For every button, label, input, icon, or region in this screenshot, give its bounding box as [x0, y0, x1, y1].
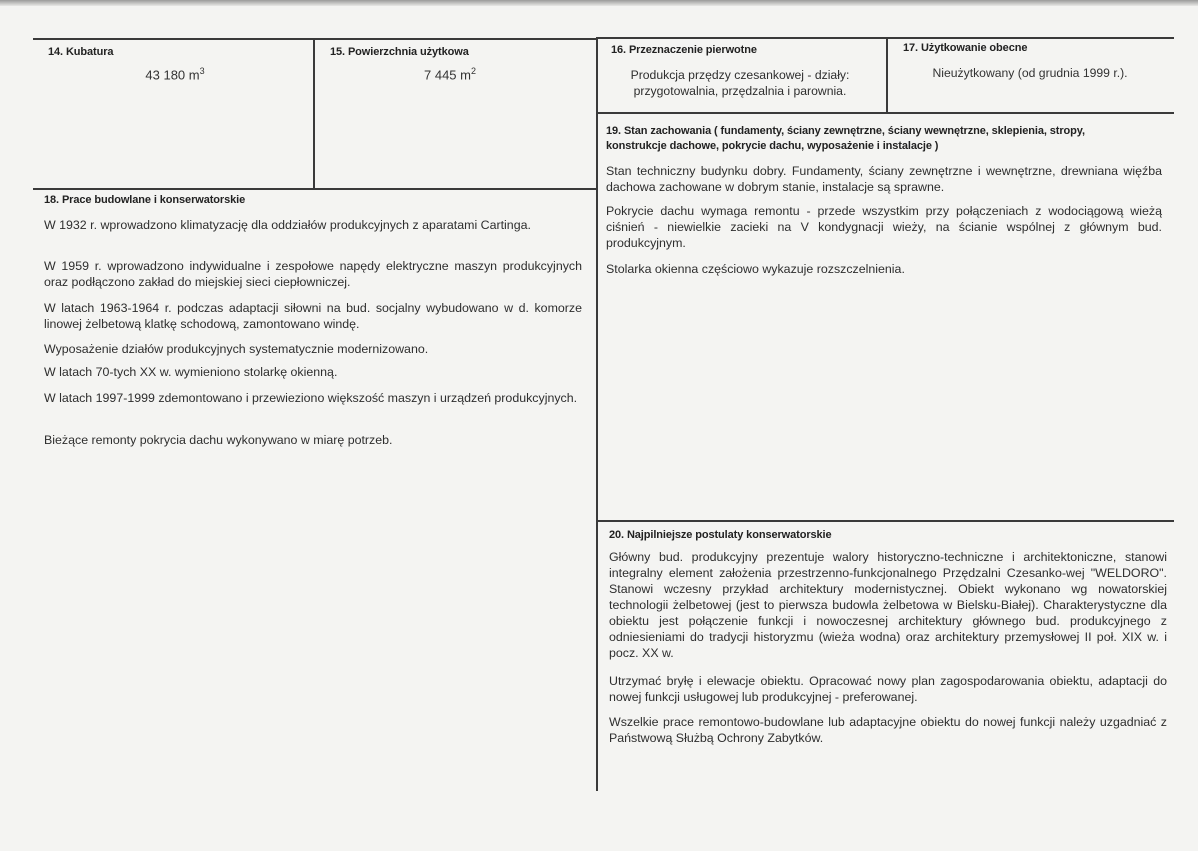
field-19-paragraph-2: Pokrycie dachu wymaga remontu - przede wszystkim przy połączeniach z wodociągową wieżą ciśnień - niewielkie zacieki na V kondygnacji wieży, na ścianie wspólnej z głównym bud. produkcyjnym.: [606, 204, 1162, 250]
field-17-label: 17. Użytkowanie obecne: [903, 42, 1028, 54]
field-20-paragraph-3: Wszelkie prace remontowo-budowlane lub adaptacyjne obiektu do nowej funkcji należy uzgadniać z Państwową Służbą Ochrony Zabytków.: [609, 715, 1167, 745]
field-19-label: 19. Stan zachowania ( fundamenty, ściany zewnętrzne, ściany wewnętrzne, sklepienia, stropy, konstrukcje dachowe, pokrycie dachu, wyposażenie i instalacje ): [606, 125, 1085, 152]
field-16-label: 16. Przeznaczenie pierwotne: [611, 44, 757, 56]
field-20-label: 20. Najpilniejsze postulaty konserwatorskie: [609, 529, 832, 541]
scan-top-edge: [0, 0, 1198, 6]
field-14-label: 14. Kubatura: [48, 46, 114, 58]
grid-line-v-16-17: [886, 37, 888, 112]
field-15-label: 15. Powierzchnia użytkowa: [330, 46, 469, 58]
field-18-paragraph-6: W latach 1997-1999 zdemontowano i przewieziono większość maszyn i urządzeń produkcyjnych.: [44, 391, 578, 405]
grid-line-h-above-18: [33, 188, 596, 190]
field-14-number: 43 180 m: [145, 67, 200, 83]
grid-line-v-center: [596, 37, 598, 791]
field-20-paragraph-2: Utrzymać bryłę i elewacje obiektu. Opracować nowy plan zagospodarowania obiektu, adaptacji do nowej funkcji usługowej lub produkcyjnej - preferowanej.: [609, 674, 1167, 704]
field-18-paragraph-4: Wyposażenie działów produkcyjnych systematycznie modernizowano.: [44, 342, 429, 356]
grid-line-top-right: [596, 37, 1174, 39]
field-15-number: 7 445 m: [424, 67, 471, 83]
field-18-paragraph-2: W 1959 r. wprowadzono indywidualne i zespołowe napędy elektryczne maszyn produkcyjnych oraz podłączono zakład do miejskiej sieci ciepłowniczej.: [44, 259, 582, 289]
grid-line-top-left: [33, 38, 596, 40]
grid-line-v-14-15: [313, 38, 315, 188]
field-15-value: [400, 66, 500, 82]
grid-line-h-above-19: [596, 112, 1174, 114]
field-14-unit-exponent: 3: [199, 66, 205, 76]
field-19-paragraph-3: Stolarka okienna częściowo wykazuje rozszczelnienia.: [606, 262, 905, 276]
field-18-label: 18. Prace budowlane i konserwatorskie: [44, 194, 246, 206]
field-15-unit-exponent: 2: [470, 66, 476, 76]
field-17-value: Nieużytkowany (od grudnia 1999 r.).: [932, 66, 1128, 80]
field-19-paragraph-1: Stan techniczny budynku dobry. Fundamenty, ściany zewnętrzne i wewnętrzne, drewniana więźba dachowa zachowane w dobrym stanie, instalacje są sprawne.: [606, 164, 1162, 194]
field-18-paragraph-5: W latach 70-tych XX w. wymieniono stolarkę okienną.: [44, 365, 338, 379]
field-16-value: Produkcja przędzy czesankowej - działy: przygotowalnia, przędzalnia i parownia.: [630, 68, 850, 98]
field-18-paragraph-7: Bieżące remonty pokrycia dachu wykonywano w miarę potrzeb.: [44, 433, 393, 447]
field-14-value: [120, 66, 230, 82]
grid-line-h-above-20: [596, 520, 1174, 522]
field-18-paragraph-3: W latach 1963-1964 r. podczas adaptacji siłowni na bud. socjalny wybudowano w d. komorze linowej żelbetową klatkę schodową, zamontowano windę.: [44, 301, 582, 331]
field-18-paragraph-1: W 1932 r. wprowadzono klimatyzację dla oddziałów produkcyjnych z aparatami Cartinga.: [44, 218, 531, 232]
field-20-paragraph-1: Główny bud. produkcyjny prezentuje walory historyczno-techniczne i architektoniczne, stanowi integralny element założenia przestrzenno-funkcjonalnego Przędzalni Czesanko-wej "WELDORO". Stanowi wczesny przykład architektury modernistycznej. Obiekt wykonano wg nowatorskiej technologii żelbetowej (jest to pierwsza budowla żelbetowa w Bielsku-Białej). Charakterystyczne dla obiektu jest połączenie funkcji i nowoczesnej architektury głównego bud. produkcyjnego z odniesieniami do tradycji historyzmu (wieża wodna) oraz architektury przemysłowej II poł. XIX w. i pocz. XX w.: [609, 550, 1167, 660]
